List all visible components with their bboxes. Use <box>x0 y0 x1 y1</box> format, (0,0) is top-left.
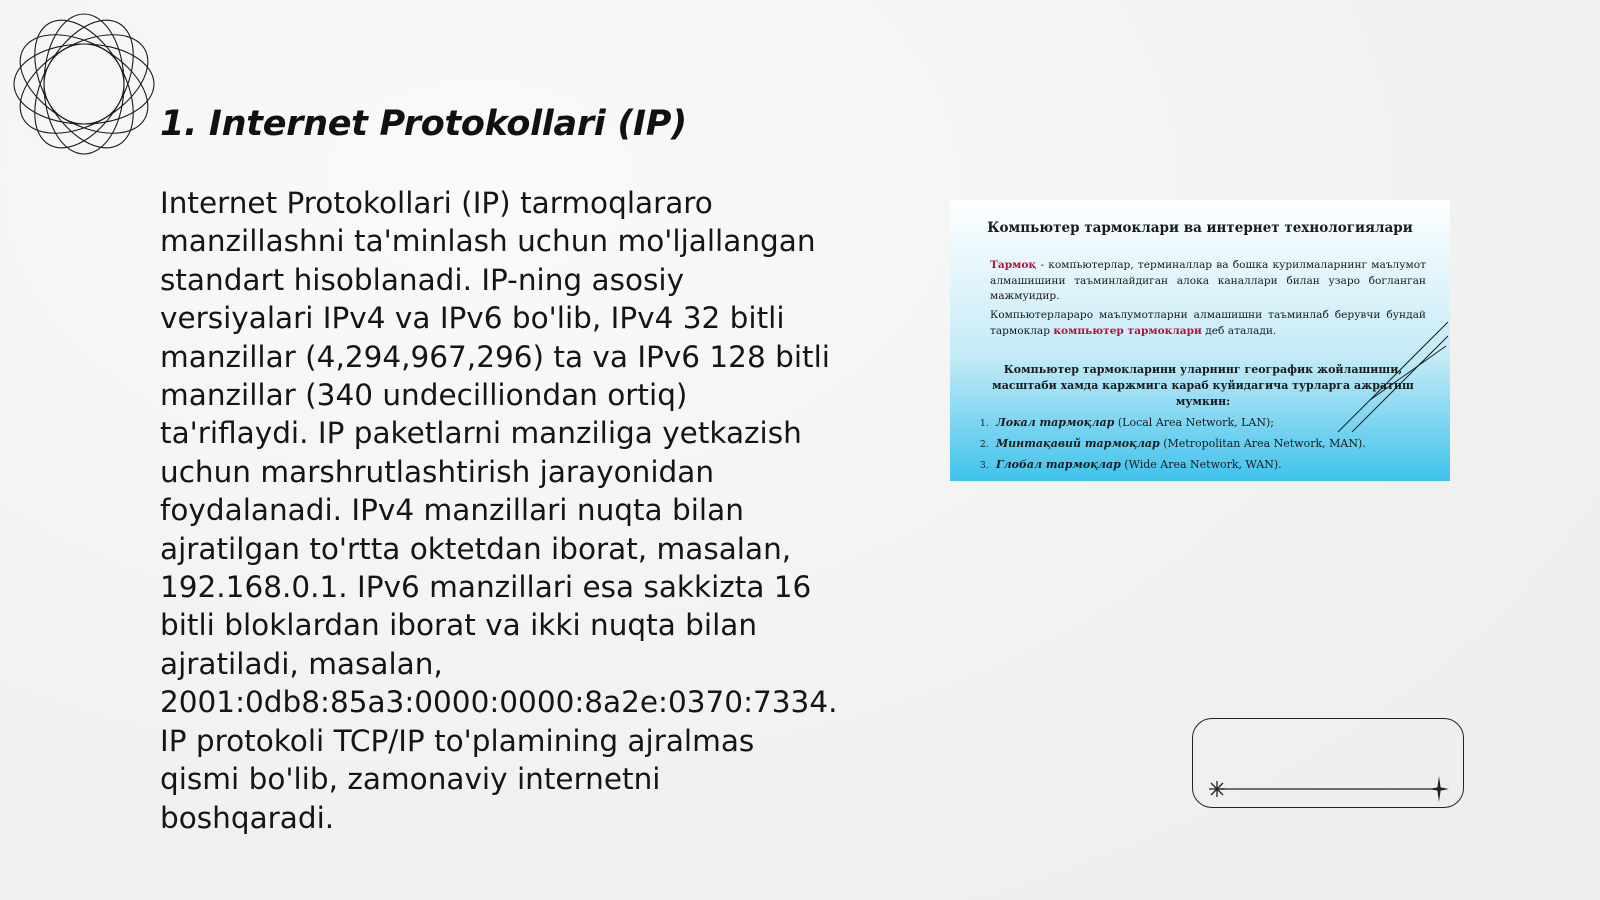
frame-decoration-line <box>1193 719 1465 809</box>
embedded-paragraph-2-end: деб аталади. <box>1201 324 1277 337</box>
embedded-slide-subtitle: Компьютер тармокларини уларнинг географик жойлашиши, масштаби хамда каржмига караб куйидагича турларга ажратиш мумкин: <box>992 363 1414 408</box>
body-paragraph: Internet Protokollari (IP) tarmoqlararo manzillashni ta'minlash uchun mo'ljallangan standart hisoblanadi. IP-ning asosiy versiyalari IPv4 va IPv6 bo'lib, IPv4 32 bitli manzillar (4,294,967,296) ta va IPv6 128 bitli manzillar (340 undecilliondan ortiq) ta'riflaydi. IP paketlarni manziliga yetkazish uchun marshrutlashtirish jarayonidan foydalanadi. IPv4 manzillari nuqta bilan ajratilgan to'rtta oktetdan iborat, masalan, 192.168.0.1. IPv6 manzillari esa sakkizta 16 bitli bloklardan iborat va ikki nuqta bilan ajratiladi, masalan, 2001:0db8:85a3:0000:0000:8a2e:0370:7334. IP protokoli TCP/IP to'plamining ajralmas qismi bo'lib, zamonaviy internetni boshqaradi. <box>160 186 838 835</box>
embedded-term-network: Тармоқ <box>990 259 1037 271</box>
embedded-paragraph-2-start: Компьютерлараро маълумотларни алмашишни таъминлаб берувчи бундай тармоклар <box>990 309 1426 337</box>
diagonal-lines-decoration <box>950 200 1450 481</box>
list-item: 3. Глобал тармоқлар (Wide Area Network, WAN). <box>980 458 1282 471</box>
page-title: 1. Internet Protokollari (IP) <box>160 104 687 144</box>
list-item: 2. Минтақавий тармоқлар (Metropolitan Area Network, MAN). <box>980 437 1366 450</box>
embedded-slide-title: Компьютер тармоклари ва интернет технологиялари <box>987 220 1413 236</box>
concentric-rings-icon <box>8 8 160 160</box>
list-item: 1. Локал тармоқлар (Local Area Network, LAN); <box>980 416 1274 429</box>
sparkle-star-icon <box>1209 781 1225 797</box>
embedded-term-computer-networks: компьютер тармоклари <box>1053 324 1202 337</box>
decorative-frame <box>1192 718 1464 808</box>
embedded-slide-image <box>950 200 1450 481</box>
four-point-star-icon <box>1429 776 1449 802</box>
embedded-paragraph-1-text: - компьютерлар, терминаллар ва бошка курилмаларнинг маълумот алмашишини таъминлайдиган алока каналлари билан узаро богланган мажмуидир. <box>990 259 1426 302</box>
